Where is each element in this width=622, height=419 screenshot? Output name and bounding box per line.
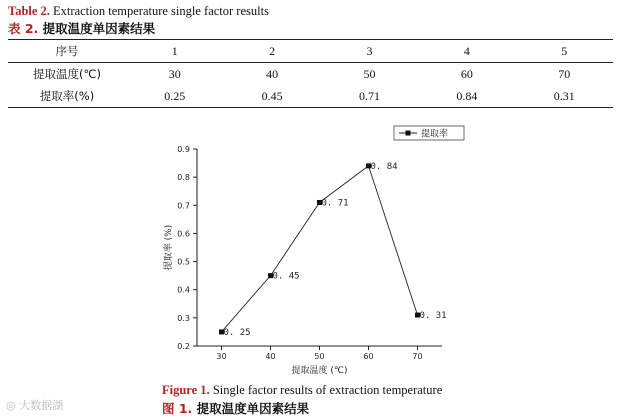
y-tick-label: 0.7 <box>177 201 190 211</box>
table-cell: 0.25 <box>126 85 223 108</box>
table-caption-zh <box>8 19 155 37</box>
table-row <box>8 63 613 86</box>
y-tick-label: 0.4 <box>177 285 190 295</box>
figure-title-zh: 提取温度单因素结果 <box>196 401 310 416</box>
figure-title-en: Single factor results of extraction temperature <box>212 383 443 397</box>
y-tick-label: 0.9 <box>177 145 190 154</box>
x-axis-label: 提取温度 (℃) <box>291 366 348 376</box>
header-cell: 2 <box>223 40 320 63</box>
figure-caption-zh <box>162 399 309 417</box>
y-tick-label: 0.3 <box>177 313 190 323</box>
data-label: 0. 45 <box>272 271 300 282</box>
table-cell: 30 <box>168 66 181 81</box>
row-header-cell: 提取率(%) <box>8 85 126 108</box>
table-label-zh: 表 2. <box>8 21 39 36</box>
data-label: 0. 84 <box>370 161 398 172</box>
x-tick-label: 70 <box>412 352 423 361</box>
table-row <box>8 85 613 108</box>
table-title-zh: 提取温度单因素结果 <box>42 21 156 36</box>
header-cell: 3 <box>321 40 418 63</box>
y-tick-label: 0.6 <box>177 229 190 239</box>
watermark: ◎ 大数据湖 <box>6 399 64 412</box>
line-chart <box>150 122 480 382</box>
x-tick-label: 30 <box>216 352 227 361</box>
y-tick-label: 0.5 <box>177 257 190 267</box>
y-tick-label: 0.2 <box>177 342 190 351</box>
table-cell: 0.45 <box>223 85 320 108</box>
row-header-cell: 提取温度(℃) <box>33 67 101 81</box>
figure-label-zh: 图 1. <box>162 401 193 416</box>
data-label: 0. 31 <box>419 311 447 322</box>
header-cell: 1 <box>126 40 223 63</box>
header-cell: 4 <box>418 40 515 63</box>
data-label: 0. 71 <box>321 198 349 209</box>
table-cell: 70 <box>558 66 571 81</box>
table-cell: 50 <box>363 66 376 81</box>
x-tick-label: 50 <box>314 352 325 361</box>
y-tick-label: 0.8 <box>177 173 190 183</box>
figure-caption-en <box>162 383 442 398</box>
table-header-row <box>8 40 613 63</box>
table-caption-en <box>8 4 269 19</box>
table-cell: 40 <box>266 66 279 81</box>
table-cell: 0.71 <box>321 85 418 108</box>
table-label-en: Table 2. <box>8 4 50 18</box>
x-tick-label: 60 <box>363 352 374 361</box>
table-cell: 0.84 <box>418 85 515 108</box>
table-cell: 60 <box>460 66 473 81</box>
x-tick-label: 40 <box>265 352 276 361</box>
header-cell: 序号 <box>8 40 126 63</box>
table-title-en: Extraction temperature single factor results <box>53 4 269 18</box>
legend-label: 提取率 <box>421 129 449 140</box>
legend-marker <box>406 131 411 136</box>
figure-label-en: Figure 1. <box>162 383 210 397</box>
results-table <box>8 39 613 108</box>
y-axis-label: 提取率 (%) <box>164 224 174 271</box>
data-label: 0. 25 <box>223 327 251 338</box>
table-cell: 0.31 <box>516 85 613 108</box>
header-cell: 5 <box>516 40 613 63</box>
series-line <box>222 166 418 332</box>
